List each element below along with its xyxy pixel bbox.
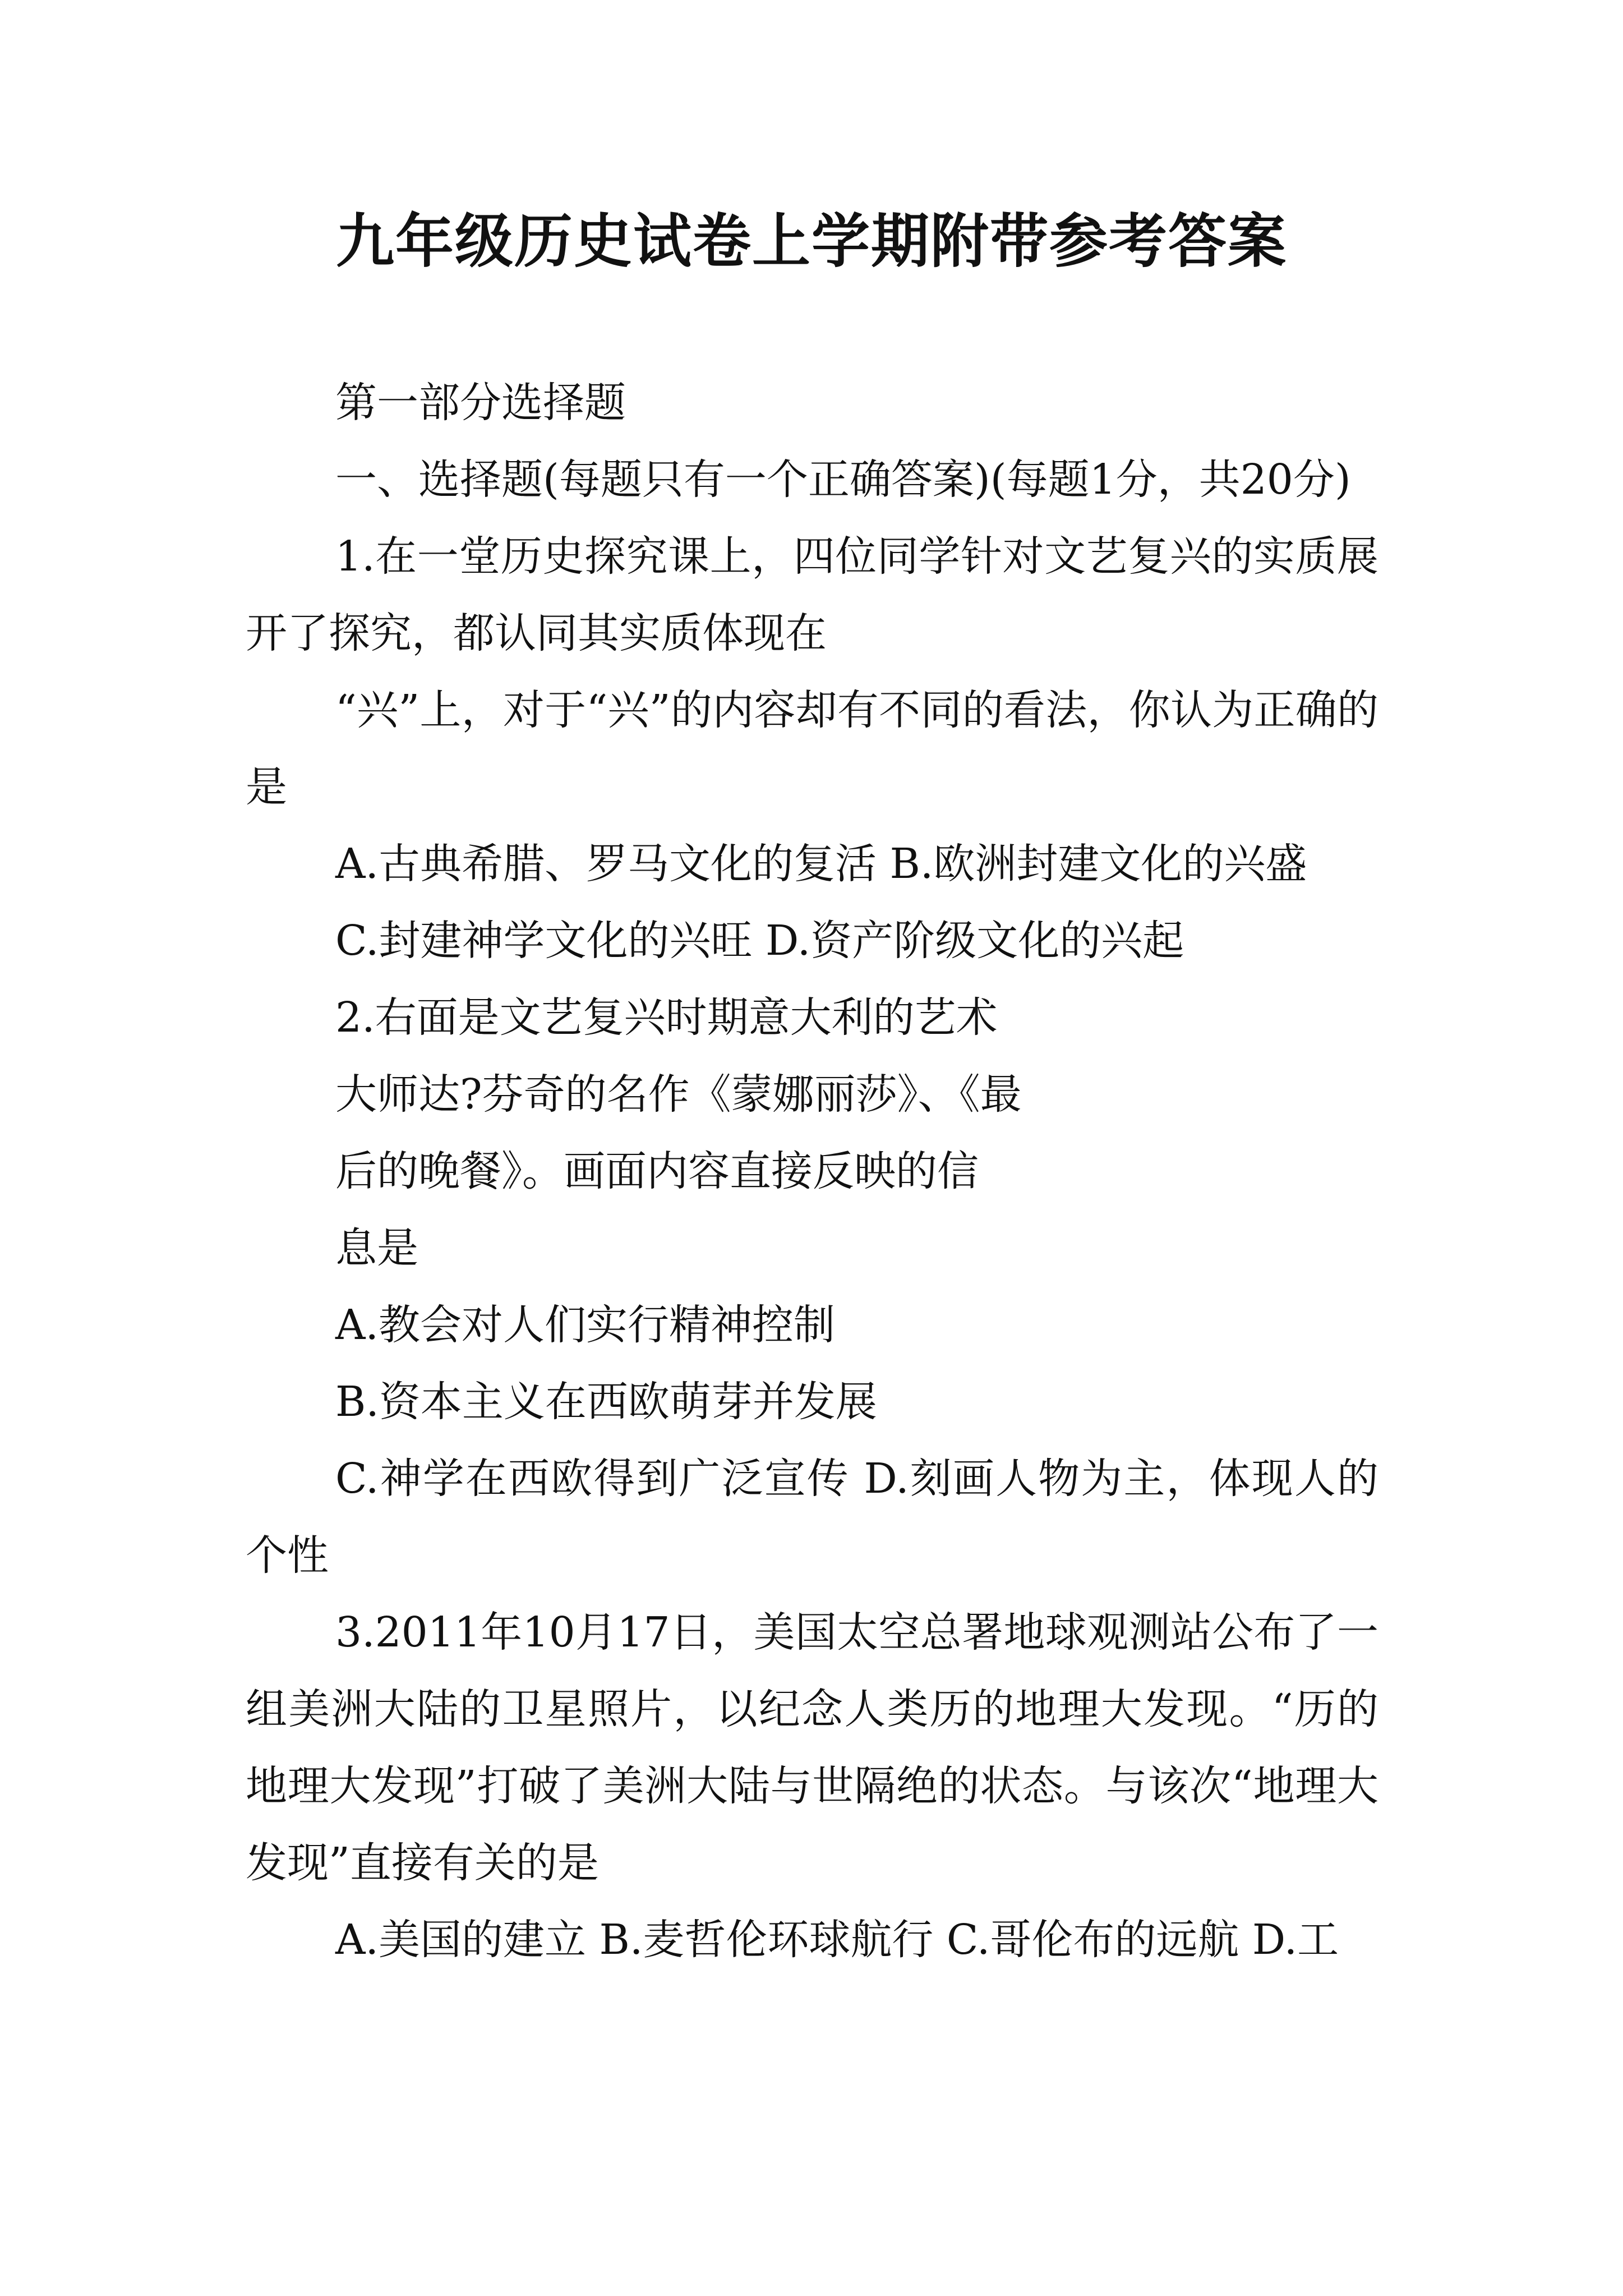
document-body <box>246 365 1378 1978</box>
question-2-stem-line-3: 后的晚餐》。画面内容直接反映的信 <box>335 1147 979 1195</box>
question-3-options: A.美国的建立 B.麦哲伦环球航行 C.哥伦布的远航 D.工 <box>335 1916 1339 1964</box>
page-title: 九年级历史试卷上学期附带参考答案 <box>335 207 1287 275</box>
section-heading: 第一部分选择题 <box>335 379 626 427</box>
question-1-options-ab: A.古典希腊、罗马文化的复活 B.欧洲封建文化的兴盛 <box>335 840 1307 888</box>
question-2-option-b: B.资本主义在西欧萌芽并发展 <box>335 1378 877 1426</box>
question-3-stem: 3.2011年10月17日，美国太空总署地球观测站公布了一组美洲大陆的卫星照片，以纪念人类历的地理大发现。“历的地理大发现”打破了美洲大陆与世隔绝的状态。与该次“地理大发现”直接有关的是 <box>246 1608 1378 1887</box>
question-2-stem-line-1: 2.右面是文艺复兴时期意大利的艺术 <box>335 993 998 1042</box>
question-2-stem-line-4: 息是 <box>335 1224 418 1272</box>
question-2-options-cd: C.神学在西欧得到广泛宣传 D.刻画人物为主，体现人的个性 <box>246 1455 1378 1580</box>
question-1-stem: 1.在一堂历史探究课上，四位同学针对文艺复兴的实质展开了探究，都认同其实质体现在 <box>246 532 1378 657</box>
question-1-stem-continued: “兴”上，对于“兴”的内容却有不同的看法，你认为正确的是 <box>246 686 1378 811</box>
question-group-heading: 一、选择题(每题只有一个正确答案)(每题1分，共20分) <box>335 455 1351 504</box>
question-2-option-a: A.教会对人们实行精神控制 <box>335 1301 835 1349</box>
question-1-options-cd: C.封建神学文化的兴旺 D.资产阶级文化的兴起 <box>335 917 1184 965</box>
question-2-stem-line-2: 大师达?芬奇的名作《蒙娜丽莎》、《最 <box>335 1070 1022 1119</box>
